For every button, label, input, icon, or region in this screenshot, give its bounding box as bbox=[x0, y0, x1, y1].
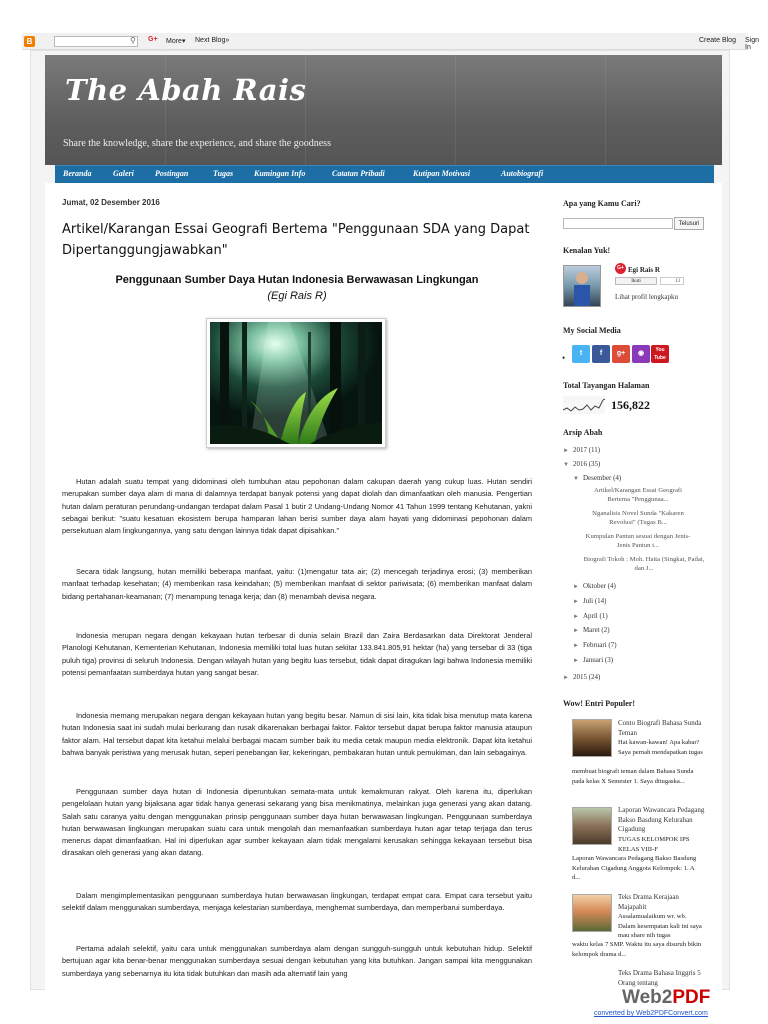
converted-by-link[interactable]: converted by Web2PDFConvert.com bbox=[594, 1010, 708, 1017]
popular-snippet: TUGAS KELOMPOK IPS KELAS VIII-F bbox=[618, 836, 690, 853]
popular-post-title[interactable]: Teks Drama Kerajaan Majapahit bbox=[618, 893, 679, 911]
create-blog-link[interactable]: Create Blog bbox=[699, 37, 736, 44]
archive-year-2016[interactable] bbox=[563, 460, 600, 468]
archive-year-label[interactable]: 2016 bbox=[572, 460, 587, 468]
tab-kutipan-motivasi[interactable]: Kutipan Motivasi bbox=[413, 169, 471, 178]
popular-snippet: waktu kelas 7 SMP. Waktu itu saya disuruh bikin kelompok drama d... bbox=[572, 941, 702, 958]
post-author: (Egi Rais R) bbox=[267, 290, 327, 302]
archive-year-2015[interactable] bbox=[563, 673, 600, 681]
archive-count: (3) bbox=[604, 656, 614, 664]
post-paragraph: Indonesia merupan negara dengan kekayaan hutan terbesar di dunia selain Brazil dan Zaira Berdasarkan data Direktorat Jenderal Planologi Kehutanan, Kementerian Kehutanan, Indonesia memiliki total luas hutan sekitar 133.841.805,91 hektar (ha) yang tersebar di 33 (tiga puluh tiga) provinsi di seluruh Indonesia. Dengan wilayah hutan yang begitu luas tersebut, tidak dapat diragukan lagi bahwa Indonesia memiliki potensi pemanfaatan sumberdaya hutan yang sangat besar. bbox=[62, 631, 532, 677]
blog-title[interactable]: The Abah Rais bbox=[65, 73, 307, 107]
triangle-right-icon: ► bbox=[573, 584, 579, 590]
profile-name[interactable]: Egi Rais R bbox=[628, 266, 660, 274]
popular-heading: Wow! Entri Populer! bbox=[563, 699, 635, 708]
search-heading: Apa yang Kamu Cari? bbox=[563, 199, 641, 208]
archive-month[interactable] bbox=[573, 597, 607, 605]
view-profile-link[interactable]: Lihat profil lengkapku bbox=[615, 293, 678, 301]
blogger-navbar bbox=[22, 33, 760, 51]
post-title[interactable]: Artikel/Karangan Essai Geografi Bertema "Penggunaan SDA yang Dapat Dipertanggungjawabkan" bbox=[62, 222, 530, 258]
forest-illustration bbox=[210, 322, 382, 444]
triangle-right-icon: ► bbox=[563, 448, 569, 454]
archive-count: (24) bbox=[588, 673, 601, 681]
sidebar-search-input[interactable] bbox=[563, 218, 673, 229]
archive-year-2017[interactable] bbox=[563, 446, 600, 454]
facebook-icon[interactable]: f bbox=[592, 345, 610, 363]
bullet-icon: • bbox=[562, 353, 566, 363]
profile-photo[interactable] bbox=[563, 265, 601, 307]
next-blog-link[interactable]: Next Blog» bbox=[195, 37, 230, 44]
more-menu[interactable] bbox=[166, 37, 185, 45]
tab-tugas[interactable]: Tugas bbox=[213, 169, 234, 178]
tab-postingan[interactable]: Postingan bbox=[155, 169, 189, 178]
search-icon[interactable]: ⚲ bbox=[130, 36, 136, 45]
popular-snippet: Hai kawan-kawan! Apa kabar? Saya pernah mendapatkan tugas bbox=[618, 739, 703, 756]
popular-post-title[interactable]: Teks Drama Bahasa Inggris 5 Orang tentang bbox=[618, 969, 701, 987]
twitter-icon[interactable]: t bbox=[572, 345, 590, 363]
tab-kumingan-info[interactable]: Kumingan Info bbox=[254, 169, 306, 178]
popular-snippet: membuat biografi teman dalam Bahasa Sunda pada kelas X Semester 1. Saya ditugaska... bbox=[572, 768, 694, 785]
gplus-icon[interactable]: G+ bbox=[615, 263, 626, 274]
popular-thumbnail[interactable] bbox=[572, 807, 612, 845]
triangle-right-icon: ► bbox=[573, 614, 579, 620]
pageviews-heading: Total Tayangan Halaman bbox=[563, 381, 650, 390]
archive-post-link[interactable]: Biografi Tokoh : Moh. Hatta (Singkat, Padat, dan J... bbox=[583, 556, 705, 572]
post-subtitle: Penggunaan Sumber Daya Hutan Indonesia Berwawasan Lingkungan bbox=[115, 274, 479, 286]
archive-month-label[interactable]: Desember bbox=[582, 474, 612, 482]
popular-snippet: Assalamualaikum wr. wb. Dalam kesempatan kali ini saya mau share nih tugas bbox=[618, 913, 702, 940]
archive-count: (14) bbox=[594, 597, 607, 605]
tab-autobiografi[interactable]: Autobiografi bbox=[501, 169, 544, 178]
archive-count: (7) bbox=[608, 641, 617, 649]
logo-web2-text: Web2 bbox=[622, 987, 673, 1008]
sign-in-link[interactable]: Sign In bbox=[745, 37, 760, 51]
blog-description: Share the knowledge, share the experience, and share the goodness bbox=[63, 138, 331, 149]
popular-thumbnail[interactable] bbox=[572, 719, 612, 757]
archive-month-label[interactable]: Oktober bbox=[582, 582, 606, 590]
post-paragraph: Indonesia memang merupakan negara dengan kekayaan hutan yang begitu besar. Namun di sisi lain, kita tidak bisa menutup mata karena hutan Indonesia saat ini sudah mulai berkurang dan rusak dikarenakan berbagai faktor. Faktor tersebut dapat berupa faktor manusia ataupun faktor alam. Hal tersebut dapat kita ketahui melalui berbagai macam sumber baik itu media cetak maupun media elektronik. Dapat kita ketahui bahwa banyak peristiwa yang merusak hutan, seperi penebangan liar, kekeringan, pembakaran hutan untuk pemukiman, dan lain sebagainya. bbox=[62, 711, 532, 757]
page-tabs bbox=[55, 165, 714, 183]
post-paragraph: Hutan adalah suatu tempat yang didominasi oleh tumbuhan atau pepohonan dalam cakupan daerah yang cukup luas. Hutan sendiri merupakan sumber daya alam di mana di dalamnya terdapat banyak potensi yang dapat diolah dan dimanfaatkan oleh manusia. Pengertian hutan dalam peraturan perundang-undangan terdapat dalam Pasal 1 butir 2 Undang-Undang Nomor 41 Tahun 1999 tentang Kehutanan, yakni sebagai berikut: "suatu kesatuan ekosistem berupa hamparan lahan berisi sumber daya alam hayati yang didominasi pepohonan dalam persekutuan alam lingkungannya, yang satu dengan lainnya tidak dapat dipisahkan." bbox=[62, 477, 532, 536]
archive-month-label[interactable]: Februari bbox=[582, 641, 607, 649]
archive-post-link[interactable]: Nganalisis Novel Sunda "Kakaren Revolusi" (Tugas B... bbox=[592, 510, 684, 526]
archive-count: (4) bbox=[613, 474, 622, 482]
post-paragraph: Dalam mengimplementasikan penggunaan sumberdaya hutan berwawasan lingkungan, terdapat empat cara. Empat cara tersebut yaitu selektif dalam menggunakan sumberdaya, menjaga kelestarian sumberdaya, menghemat sumberdaya, dan memperbarui sumberdaya. bbox=[62, 891, 532, 913]
post-paragraph: Secara tidak langsung, hutan memiliki beberapa manfaat, yaitu: (1)mengatur tata air; (2) mencegah terjadinya erosi; (3) memberikan manfaat terhadap kesehatan; (4) memberikan rasa keindahan; (5) memberikan manfaat di sektor pariwisata; (6) memberikan manfaat dalam bidang pertahanan-keamanan; (7) menampung tenaga kerja; dan (8) menambah devisa negara. bbox=[62, 567, 532, 601]
triangle-down-icon: ▼ bbox=[563, 462, 569, 468]
more-label: More bbox=[166, 38, 182, 45]
archive-month[interactable] bbox=[573, 656, 613, 664]
triangle-down-icon: ▼ bbox=[573, 476, 579, 482]
post-paragraph: Pertama adalah selektif, yaitu cara untuk menggunakan sumberdaya alam dengan sungguh-sungguh untuk kebutuhan hidup. Selektif bertujuan agar kita benar-benar menggunakan sumberdaya sesuai dengan kebutuhan yang kita butuhkan. Jangan sampai kita menggunakan sumberdaya yang sebenarnya itu kita tidak butuhkan dan masih ada alternatif lain yang bbox=[62, 944, 532, 978]
archive-count: (4) bbox=[607, 582, 616, 590]
follower-count: 13 bbox=[660, 277, 684, 285]
archive-post-link[interactable]: Artikel/Karangan Essai Geografi Bertema "Penggunaa... bbox=[593, 487, 683, 503]
popular-snippet: Laporan Wawancara Pedagang Bakso Basdung Kelurahan Cigadung Anggota Kelompok: 1. A d... bbox=[572, 855, 697, 882]
instagram-icon[interactable]: ◉ bbox=[632, 345, 650, 363]
tab-galeri[interactable]: Galeri bbox=[113, 169, 134, 178]
archive-month-december[interactable] bbox=[573, 474, 621, 482]
web2pdf-logo bbox=[622, 987, 710, 1009]
archive-year-label[interactable]: 2015 bbox=[572, 673, 587, 681]
social-heading: My Social Media bbox=[563, 326, 621, 335]
archive-count: (2) bbox=[601, 626, 610, 634]
triangle-right-icon: ► bbox=[573, 628, 579, 634]
archive-month[interactable] bbox=[573, 641, 617, 649]
profile-heading: Kenalan Yuk! bbox=[563, 246, 611, 255]
triangle-right-icon: ► bbox=[573, 658, 579, 664]
gplus-share-button[interactable]: G+ bbox=[148, 36, 158, 43]
blogger-logo-icon[interactable]: B bbox=[24, 36, 35, 47]
person-icon bbox=[564, 266, 600, 306]
triangle-right-icon: ► bbox=[563, 675, 569, 681]
archive-count: (1) bbox=[599, 612, 608, 620]
post-paragraph: Penggunaan sumber daya hutan di Indonesia diperuntukan semata-mata untuk kemakmuran rakyat. Oleh karena itu, diperlukan pengelolaan hutan yang bijaksana agar tidak hanya generasi sekarang yang bisa menikmatinya, melainkan juga generasi yang akan datang. Salah satu caranya yaitu dengan menggunakan prinsip penggunaan sumber daya hutan berwawasan lingkungan. Penggunaan sumberdaya hutan berwawasan lingkungan merupakan suatu cara untuk mengolah dan memanfaatkan sumberdaya hutan agar tetap terjaga dan terus menerus dapat dimanfaatkan. Hal ini diperlukan agar sumber kekayaan alam tidak mengalami kerusakan sehingga kekayaan tersebut bisa dirasakan oleh generasi yang akan datang. bbox=[62, 787, 532, 858]
archive-month-label[interactable]: Januari bbox=[582, 656, 604, 664]
follow-button[interactable]: Ikuti bbox=[615, 277, 657, 285]
post-date: Jumat, 02 Desember 2016 bbox=[62, 198, 160, 207]
logo-pdf-text: PDF bbox=[672, 987, 711, 1008]
popular-thumbnail[interactable] bbox=[572, 894, 612, 932]
archive-month-label[interactable]: Maret bbox=[582, 626, 600, 634]
tab-catatan-pribadi[interactable]: Catatan Pribadi bbox=[332, 169, 385, 178]
blog-header bbox=[45, 55, 722, 165]
popular-post-title[interactable]: Conto Biografi Bahasa Sunda Teman bbox=[618, 719, 702, 737]
search-button[interactable]: Telusuri bbox=[674, 217, 704, 230]
tab-beranda[interactable]: Beranda bbox=[63, 169, 92, 178]
archive-month-label[interactable]: Juli bbox=[582, 597, 594, 605]
archive-heading: Arsip Abah bbox=[563, 428, 603, 437]
triangle-right-icon: ► bbox=[573, 643, 579, 649]
archive-count: (11) bbox=[588, 446, 601, 454]
archive-month-label[interactable]: April bbox=[582, 612, 598, 620]
archive-month[interactable] bbox=[573, 626, 610, 634]
youtube-icon[interactable]: You Tube bbox=[651, 345, 669, 363]
archive-month[interactable] bbox=[573, 612, 608, 620]
navbar-search-input[interactable] bbox=[54, 36, 138, 47]
archive-month[interactable] bbox=[573, 582, 616, 590]
archive-post-link[interactable]: Kumpulan Pantun sesuai dengan Jenis-Jenis Pantun t... bbox=[585, 533, 691, 549]
pageviews-sparkline bbox=[563, 396, 605, 414]
forest-photo[interactable] bbox=[206, 318, 386, 448]
archive-year-label[interactable]: 2017 bbox=[572, 446, 587, 454]
triangle-right-icon: ► bbox=[573, 599, 579, 605]
popular-post-title[interactable]: Laporan Wawancara Pedagang Bakso Basdung Kelurahan Cigadung bbox=[618, 806, 705, 834]
chevron-down-icon: ▾ bbox=[181, 38, 186, 45]
archive-count: (35) bbox=[588, 460, 601, 468]
pageviews-count: 156,822 bbox=[611, 398, 650, 412]
google-plus-icon[interactable]: g+ bbox=[612, 345, 630, 363]
